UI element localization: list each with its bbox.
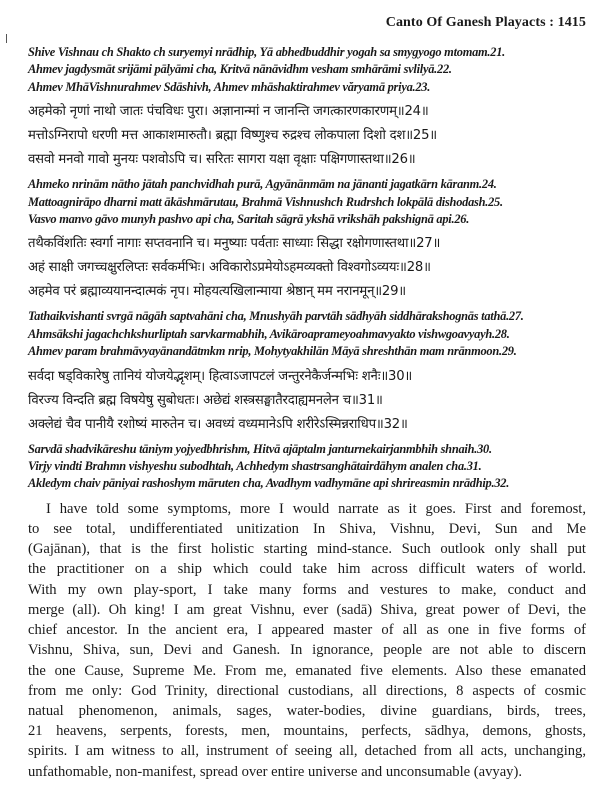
sanskrit-line: मत्तोऽग्निरापो धरणी मत्त आकाशमारुतौ। ब्रह्मा विष्णुश्च रुद्रश्च लोकपाला दिशो दश॥25॥ [28, 128, 437, 144]
sanskrit-line: अहमेको नृणां नाथो जातः पंचविधः पुरा। अज्ञानान्मां न जानन्ति जगत्कारणकारणम्॥24॥ [28, 104, 429, 120]
transliteration-block [28, 176, 586, 228]
transliteration-line: Virjy vindti Brahmn vishyeshu subodhtah, Achhedym shastrsanghātairdāhym analen cha.31. [28, 459, 482, 474]
running-head: Canto Of Ganesh Playacts : 1415 [385, 15, 586, 30]
sanskrit-verse-block [28, 232, 586, 304]
sanskrit-line: अहं साक्षी जगच्चक्षुरलिप्तः सर्वकर्मभिः। अविकारोऽप्रमेयोऽहमव्यक्तो विश्वगोऽव्ययः॥28॥ [28, 260, 431, 276]
transliteration-line: Ahmev param brahmāvyayānandātmkm nrip, Mohytyakhilān Māyā shreshthān mam nrānmoon.29. [28, 344, 517, 359]
sanskrit-line: अहमेव परं ब्रह्माव्ययानन्दात्मकं नृप। मोहयत्यखिलान्माया श्रेष्ठान् मम नरानमून्॥29॥ [28, 284, 406, 300]
transliteration-block [28, 44, 586, 96]
sanskrit-line: अक्लेद्यं चैव पानीयै रशोष्यं मारुतेन च। अवध्यं वध्यमानेऽपि शरीरेऽस्मिन्नराधिप॥32॥ [28, 416, 408, 432]
prose-line: 21 heavens, serpents, forests, men, mountains, perfects, sādhya, demons, ghosts, [28, 723, 586, 740]
prose-line: With my own play-sport, I take many forms and vestures to make, conduct and [28, 581, 586, 598]
sanskrit-verse-block [28, 100, 586, 172]
verse-section [28, 44, 586, 493]
prose-line: spirits. I am witness to all, instrument of seeing all, detached from all acts, unchanging, [28, 743, 586, 760]
prose-line: the practitioner on a ship which could take him across difficult waters of world. [28, 561, 586, 578]
transliteration-line: Ahmev jagdysmāt srijāmi pālyāmi cha, Kritvā nānāvidhm vesham smhārāmi svlilyā.22. [28, 62, 452, 77]
prose-line: from me only: God Trinity, directional custodians, all directions, 8 aspects of cosmic [28, 682, 586, 699]
sanskrit-line: विरज्य विन्दति ब्रह्म विषयेषु सुबोधतः। अछेद्यं शस्त्रसङ्घातैरदाह्यमनलेन च॥31॥ [28, 392, 383, 408]
sanskrit-verse-block [28, 365, 586, 437]
transliteration-line: Vasvo manvo gāvo munyh pashvo api cha, Saritah sāgrā ykshā vrikshāh pakshignā api.26. [28, 212, 470, 227]
transliteration-line: Akledym chaiv pāniyai rashoshym māruten cha, Avadhym vadhymāne api shrireasmin nrādhip.32. [28, 476, 510, 491]
transliteration-line: Ahmev MhāVishnurahmev Sdāshivh, Ahmev mhāshaktirahmev văryamā priya.23. [28, 79, 431, 94]
transliteration-line: Shive Vishnau ch Shakto ch suryemyi nrādhip, Yā abhedbuddhir yogah sa smygyogo mtomam.21. [28, 45, 506, 59]
prose-line: merge (all). Oh king! I am great Vishnu, ever (sadā) Shiva, great power of Devi, the [28, 601, 586, 618]
transliteration-line: Mattoagnirāpo dharni matt ākāshmārutau, Brahmā Vishnushch Rudrshch lokpālā dishodash.25. [28, 194, 503, 209]
transliteration-line: Tathaikvishanti svrgā nāgāh saptvahāni cha, Mnushyāh parvtāh sādhyāh siddhārakshognās tathā.27. [28, 309, 524, 324]
transliteration-block [28, 441, 586, 493]
prose-line: natual phenomenon, animals, sages, water-bodies, divine guardians, birds, trees, [28, 702, 586, 719]
sanskrit-line: वसवो मनवो गावो मुनयः पशवोऽपि च। सरितः सागरा यक्षा वृक्षाः पक्षिगणास्तथा॥26॥ [28, 152, 416, 168]
transliteration-block [28, 308, 586, 360]
sanskrit-line: सर्वदा षड्विकारेषु तानियं योजयेद्भृशम्। हित्वाऽजापटलं जन्तुरनेकैर्जन्मभिः शनैः॥30॥ [28, 368, 413, 384]
prose-line: I have told some symptoms, more I would narrate as it goes. First and foremost, [46, 500, 586, 517]
prose-line: to see total, undifferentiated unitization In Shiva, Vishnu, Devi, Sun and Me [28, 521, 586, 538]
prose-line: the one Cause, Supreme Me. From me, emanated five elements. Also these emanated [28, 662, 586, 679]
prose-line: Vishnu, Shiva, sun, Devi and Ganesh. In ignorance, people are not able to discern [28, 642, 586, 659]
scan-edge-mark [6, 34, 7, 43]
sanskrit-line: तथैकविंशतिः स्वर्गा नागाः सप्तवनानि च। मनुष्याः पर्वताः साध्याः सिद्धा रक्षोगणास्तथा॥27॥ [28, 236, 441, 252]
transliteration-line: Ahmeko nrinām nātho jātah panchvidhah purā, Agyānānmām na jānanti jagatkārn kāranm.24. [28, 177, 497, 192]
transliteration-line: Ahmsākshi jagachchkshurliptah sarvkarmabhih, Avikāroaprameyoahmavyakto vishwgoavyayh.28. [28, 326, 510, 341]
transliteration-line: Sarvdā shadvikāreshu tāniym yojyedbhrishm, Hitvā ajāptalm janturnekairjanmbhih shnaih.30. [28, 441, 492, 456]
prose-paragraph [28, 499, 586, 782]
prose-line: unfathomable, non-manifest, spread over entire universe and unconsumable (avyay). [28, 763, 522, 780]
prose-line: (Gajānan), that is the first holistic starting mind-stance. Such outlook only shall put [28, 541, 586, 558]
prose-line: chief ancestor. In the ancient era, I appeared master of all as one in five forms of [28, 622, 586, 639]
